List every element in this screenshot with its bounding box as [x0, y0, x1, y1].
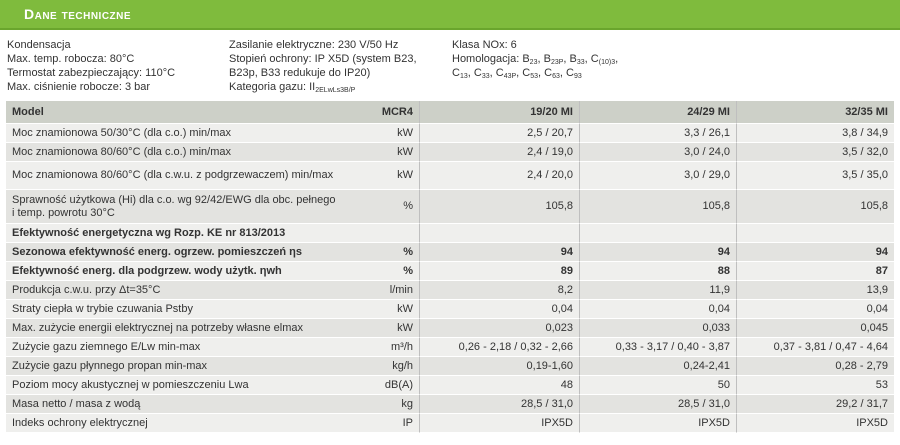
value-cell: 3,0 / 29,0: [580, 162, 737, 190]
header-model-19-20: 19/20 MI: [420, 101, 580, 124]
value-cell: 0,04: [420, 300, 580, 319]
value-cell: 0,19-1,60: [420, 357, 580, 376]
value-cell: 0,26 - 2,18 / 0,32 - 2,66: [420, 338, 580, 357]
value-cell: 28,5 / 31,0: [420, 395, 580, 414]
param-cell: Max. zużycie energii elektrycznej na potrzeby własne elmax: [6, 319, 346, 338]
value-cell: 0,24-2,41: [580, 357, 737, 376]
header-model-32-35: 32/35 MI: [737, 101, 894, 124]
value-cell: 11,9: [580, 281, 737, 300]
value-cell: 53: [737, 376, 894, 395]
value-cell: 0,33 - 3,17 / 0,40 - 3,87: [580, 338, 737, 357]
value-cell: 29,2 / 31,7: [737, 395, 894, 414]
value-cell: [737, 224, 894, 243]
value-cell: 94: [737, 243, 894, 262]
value-cell: 0,023: [420, 319, 580, 338]
value-cell: 50: [580, 376, 737, 395]
value-cell: 0,033: [580, 319, 737, 338]
homologation-code: $C_{63}$: [544, 67, 560, 80]
value-cell: [420, 224, 580, 243]
param-cell: Zużycie gazu płynnego propan min-max: [6, 357, 346, 376]
value-cell: 105,8: [580, 190, 737, 224]
table-row: [6, 243, 894, 262]
info-gas-category: Kategoria gazu: $II_{2ELwLs3B/P}$: [229, 81, 356, 94]
param-cell: Poziom mocy akustycznej w pomieszczeniu Lwa: [6, 376, 346, 395]
homologation-code: $B_{33}$: [569, 53, 585, 66]
table-row: [6, 124, 894, 143]
value-cell: 2,4 / 19,0: [420, 143, 580, 162]
value-cell: 13,9: [737, 281, 894, 300]
info-column-3: [452, 38, 618, 80]
value-cell: 2,5 / 20,7: [420, 124, 580, 143]
info-column-1: [7, 38, 175, 94]
table-row: [6, 319, 894, 338]
unit-cell: IP: [346, 414, 420, 433]
homologation-code: $C_{43P}$: [495, 67, 517, 80]
value-cell: 105,8: [737, 190, 894, 224]
info-thermostat: Termostat zabezpieczający: 110°C: [7, 67, 176, 79]
value-cell: 8,2: [420, 281, 580, 300]
table-row: [6, 357, 894, 376]
value-cell: 0,04: [737, 300, 894, 319]
info-protection-1: Stopień ochrony: IP X5D (system B23,: [229, 53, 417, 65]
homologation-code: $C_{13}$: [452, 67, 468, 80]
unit-cell: %: [346, 243, 420, 262]
value-cell: IPX5D: [420, 414, 580, 433]
info-protection-2: B23p, B33 redukuje do IP20): [229, 67, 371, 79]
table-row: [6, 162, 894, 190]
unit-cell: kW: [346, 300, 420, 319]
info-homologation-cont: $C_{13}$, $C_{33}$, $C_{43P}$, $C_{53}$, $C_{63}$, $C_{93}$: [452, 67, 582, 80]
unit-cell: kW: [346, 124, 420, 143]
param-cell: Produkcja c.w.u. przy Δt=35°C: [6, 281, 346, 300]
unit-cell: %: [346, 190, 420, 224]
header-model-24-29: 24/29 MI: [580, 101, 737, 124]
param-cell: Moc znamionowa 80/60°C (dla c.w.u. z podgrzewaczem) min/max: [6, 162, 346, 190]
value-cell: 94: [580, 243, 737, 262]
value-cell: 3,3 / 26,1: [580, 124, 737, 143]
param-cell: Moc znamionowa 80/60°C (dla c.o.) min/max: [6, 143, 346, 162]
unit-cell: dB(A): [346, 376, 420, 395]
param-cell: Masa netto / masa z wodą: [6, 395, 346, 414]
value-cell: 3,5 / 35,0: [737, 162, 894, 190]
value-cell: 0,28 - 2,79: [737, 357, 894, 376]
table-row: [6, 190, 894, 224]
homologation-code: $C_{93}$: [566, 67, 582, 80]
section-title: Dane techniczne: [24, 6, 132, 22]
info-homologation: Homologacja: $B_{23}$, $B_{23P}$, $B_{33}$, $C_{(10)3}$,: [452, 53, 619, 66]
value-cell: 2,4 / 20,0: [420, 162, 580, 190]
value-cell: 0,37 - 3,81 / 0,47 - 4,64: [737, 338, 894, 357]
table-row: [6, 262, 894, 281]
param-cell: Efektywność energetyczna wg Rozp. KE nr 813/2013: [6, 224, 346, 243]
unit-cell: kg/h: [346, 357, 420, 376]
value-cell: 89: [420, 262, 580, 281]
unit-cell: kW: [346, 143, 420, 162]
param-cell: Indeks ochrony elektrycznej: [6, 414, 346, 433]
spec-table: [6, 101, 894, 433]
value-cell: 94: [420, 243, 580, 262]
value-cell: 105,8: [420, 190, 580, 224]
param-cell: Moc znamionowa 50/30°C (dla c.o.) min/max: [6, 124, 346, 143]
value-cell: 48: [420, 376, 580, 395]
info-column-2: [229, 38, 417, 94]
table-row: [6, 395, 894, 414]
header-series: MCR4: [346, 101, 420, 124]
value-cell: 28,5 / 31,0: [580, 395, 737, 414]
value-cell: [580, 224, 737, 243]
param-cell: Straty ciepła w trybie czuwania Pstby: [6, 300, 346, 319]
info-power-supply: Zasilanie elektryczne: 230 V/50 Hz: [229, 39, 399, 51]
homologation-code: $C_{33}$: [473, 67, 490, 80]
table-row: [6, 224, 894, 243]
info-condensation: Kondensacja: [7, 39, 71, 51]
unit-cell: l/min: [346, 281, 420, 300]
homologation-code: $B_{23}$: [522, 53, 538, 66]
unit-cell: [346, 224, 420, 243]
table-row: [6, 143, 894, 162]
value-cell: IPX5D: [580, 414, 737, 433]
section-header: [0, 0, 900, 30]
value-cell: IPX5D: [737, 414, 894, 433]
table-header-row: [6, 101, 894, 124]
unit-cell: kg: [346, 395, 420, 414]
value-cell: 3,5 / 32,0: [737, 143, 894, 162]
unit-cell: kW: [346, 319, 420, 338]
info-max-pressure: Max. ciśnienie robocze: 3 bar: [7, 81, 151, 93]
value-cell: 87: [737, 262, 894, 281]
table-row: [6, 414, 894, 433]
table-row: [6, 376, 894, 395]
param-cell: Sprawność użytkowa (Hi) dla c.o. wg 92/42/EWG dla obc. pełnego i temp. powrotu 30°C: [6, 190, 346, 224]
unit-cell: m³/h: [346, 338, 420, 357]
value-cell: 3,8 / 34,9: [737, 124, 894, 143]
homologation-code: $C_{(10)3}$: [590, 53, 616, 66]
homologation-code: $C_{53}$: [522, 67, 539, 80]
value-cell: 0,04: [580, 300, 737, 319]
param-cell: Sezonowa efektywność energ. ogrzew. pomieszczeń ηs: [6, 243, 346, 262]
param-cell: Zużycie gazu ziemnego E/Lw min-max: [6, 338, 346, 357]
value-cell: 0,045: [737, 319, 894, 338]
info-nox-class: Klasa NOx: 6: [452, 39, 517, 51]
homologation-code: $B_{23P}$: [543, 53, 564, 66]
param-cell: Efektywność energ. dla podgrzew. wody użytk. ηwh: [6, 262, 346, 281]
table-row: [6, 300, 894, 319]
value-cell: 88: [580, 262, 737, 281]
unit-cell: %: [346, 262, 420, 281]
table-row: [6, 281, 894, 300]
unit-cell: kW: [346, 162, 420, 190]
info-max-temp: Max. temp. robocza: 80°C: [7, 53, 135, 65]
table-row: [6, 338, 894, 357]
value-cell: 3,0 / 24,0: [580, 143, 737, 162]
header-model: Model: [6, 101, 346, 124]
